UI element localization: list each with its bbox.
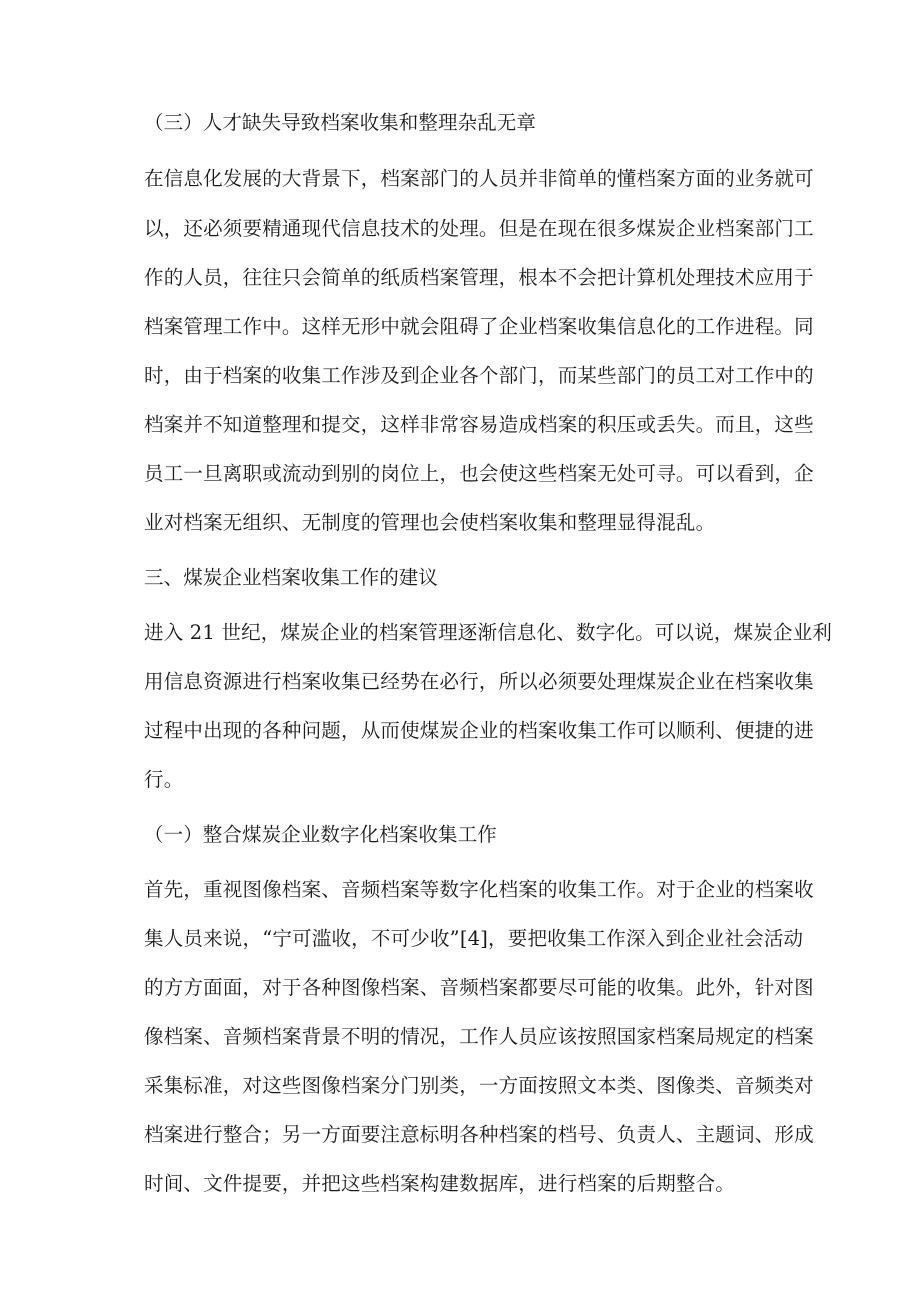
text-line: 用信息资源进行档案收集已经势在必行，所以必须要处理煤炭企业在档案收集 <box>144 670 814 693</box>
text-line: 以，还必须要精通现代信息技术的处理。但是在现在很多煤炭企业档案部门工 <box>144 217 814 240</box>
text-line: 首先，重视图像档案、音频档案等数字化档案的收集工作。对于企业的档案收 <box>144 878 814 901</box>
text-line: 集人员来说，“宁可滥收，不可少收”[4]，要把收集工作深入到企业社会活动 <box>144 927 804 950</box>
text-line: 过程中出现的各种问题，从而使煤炭企业的档案收集工作可以顺利、便捷的进 <box>144 719 814 742</box>
text-line: 时，由于档案的收集工作涉及到企业各个部门，而某些部门的员工对工作中的 <box>144 364 814 387</box>
text-line: 进入 21 世纪，煤炭企业的档案管理逐渐信息化、数字化。可以说，煤炭企业利 <box>144 621 833 644</box>
text-line: 员工一旦离职或流动到别的岗位上，也会使这些档案无处可寻。可以看到，企 <box>144 462 814 485</box>
text-line: 时间、文件提要，并把这些档案构建数据库，进行档案的后期整合。 <box>144 1172 736 1195</box>
text-line: 业对档案无组织、无制度的管理也会使档案收集和整理显得混乱。 <box>144 511 716 534</box>
text-line: 像档案、音频档案背景不明的情况，工作人员应该按照国家档案局规定的档案 <box>144 1025 814 1048</box>
text-line: 档案并不知道整理和提交，这样非常容易造成档案的积压或丢失。而且，这些 <box>144 413 814 436</box>
text-line: 行。 <box>144 768 184 791</box>
text-line: 档案管理工作中。这样无形中就会阻碍了企业档案收集信息化的工作进程。同 <box>144 315 814 338</box>
section-heading: （三）人才缺失导致档案收集和整理杂乱无章 <box>144 111 537 134</box>
text-line: 档案进行整合；另一方面要注意标明各种档案的档号、负责人、主题词、形成 <box>144 1123 814 1146</box>
text-line: 采集标准，对这些图像档案分门别类，一方面按照文本类、图像类、音频类对 <box>144 1074 814 1097</box>
text-line: 作的人员，往往只会简单的纸质档案管理，根本不会把计算机处理技术应用于 <box>144 266 814 289</box>
text-line: 在信息化发展的大背景下，档案部门的人员并非简单的懂档案方面的业务就可 <box>144 167 814 190</box>
chapter-heading: 三、煤炭企业档案收集工作的建议 <box>144 566 439 589</box>
text-line: 的方方面面，对于各种图像档案、音频档案都要尽可能的收集。此外，针对图 <box>144 976 814 999</box>
section-heading: （一）整合煤炭企业数字化档案收集工作 <box>144 823 497 846</box>
